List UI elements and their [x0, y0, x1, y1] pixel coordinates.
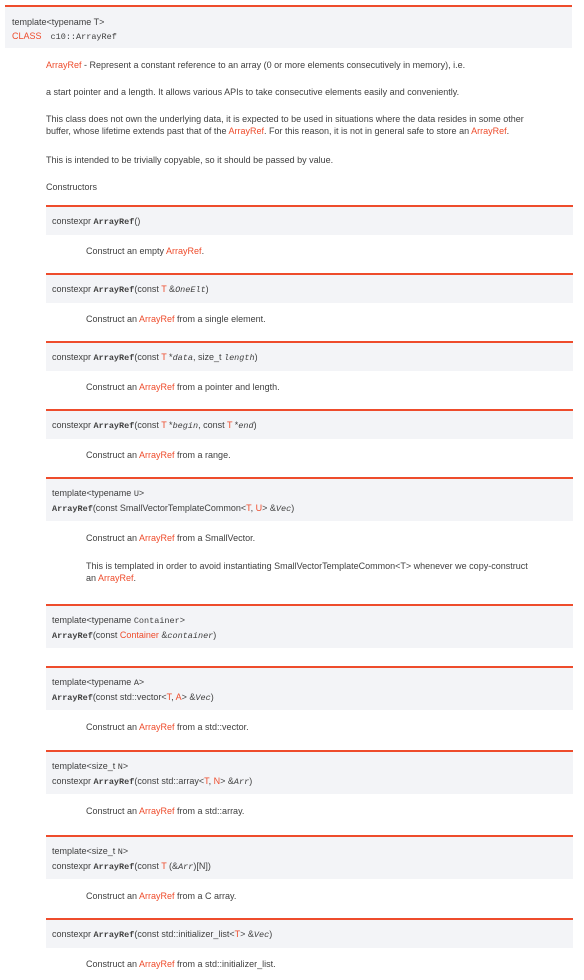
arrayref-link[interactable]: ArrayRef	[139, 382, 175, 392]
class-name-line	[12, 29, 572, 43]
constructor-description-one-elt: Construct an ArrayRef from a single element.	[86, 314, 266, 324]
arrayref-link[interactable]: ArrayRef	[139, 722, 175, 732]
constructor-signature-pointer-length: constexpr ArrayRef(const T *data, size_t length)	[46, 341, 573, 371]
constructor-description-range: Construct an ArrayRef from a range.	[86, 450, 231, 460]
constructor-signature-small-vector: template<typename U> ArrayRef(const SmallVectorTemplateCommon<T, U> &Vec)	[46, 477, 573, 521]
arrayref-link[interactable]: ArrayRef	[139, 891, 175, 901]
constructor-description-std-array: Construct an ArrayRef from a std::array.	[86, 806, 245, 816]
arrayref-link[interactable]: ArrayRef	[166, 246, 202, 256]
constructor-signature-range: constexpr ArrayRef(const T *begin, const T *end)	[46, 409, 573, 439]
arrayref-link[interactable]: ArrayRef	[471, 126, 507, 136]
constructor-description-pointer-length: Construct an ArrayRef from a pointer and length.	[86, 382, 280, 392]
description-paragraph-4: This is intended to be trivially copyable, so it should be passed by value.	[46, 155, 334, 165]
arrayref-link[interactable]: ArrayRef	[139, 314, 175, 324]
arrayref-link[interactable]: ArrayRef	[139, 959, 175, 969]
class-signature	[5, 5, 572, 48]
constructor-description-small-vector: Construct an ArrayRef from a SmallVector.	[86, 533, 256, 543]
arrayref-link[interactable]: ArrayRef	[139, 450, 175, 460]
class-name: c10::ArrayRef	[50, 32, 117, 42]
constructor-signature-std-vector: template<typename A> ArrayRef(const std::vector<T, A> &Vec)	[46, 666, 573, 710]
constructor-signature-std-array: template<size_t N> constexpr ArrayRef(const std::array<T, N> &Arr)	[46, 750, 573, 794]
constructor-description-std-vector: Construct an ArrayRef from a std::vector.	[86, 722, 249, 732]
constructor-description-c-array: Construct an ArrayRef from a C array.	[86, 891, 237, 901]
arrayref-link[interactable]: ArrayRef	[139, 806, 175, 816]
arrayref-link[interactable]: ArrayRef	[98, 573, 134, 583]
description-paragraph-2: a start pointer and a length. It allows various APIs to take consecutive elements easily and conveniently.	[46, 87, 460, 97]
section-heading-constructors: Constructors	[46, 182, 98, 192]
class-label: CLASS	[12, 31, 42, 41]
constructor-description-initializer-list: Construct an ArrayRef from a std::initializer_list.	[86, 959, 276, 969]
constructor-description-default: Construct an empty ArrayRef.	[86, 246, 205, 256]
constructor-signature-initializer-list: constexpr ArrayRef(const std::initializer_list<T> &Vec)	[46, 918, 573, 948]
class-template-line: template<typename T>	[12, 17, 105, 27]
constructor-signature-one-elt: constexpr ArrayRef(const T &OneElt)	[46, 273, 573, 303]
description-paragraph-3: This class does not own the underlying data, it is expected to be used in situations where the data resides in some other buffer, whose lifetime extends past that of the ArrayRef. For this reason, it is not in general safe to store an ArrayRef.	[46, 114, 524, 136]
arrayref-link[interactable]: ArrayRef	[139, 533, 175, 543]
constructor-note-small-vector: This is templated in order to avoid instantiating SmallVectorTemplateCommon<T> whenever we copy-construct an ArrayRef.	[86, 561, 528, 583]
constructor-signature-container: template<typename Container> ArrayRef(const Container &container)	[46, 604, 573, 648]
description-paragraph-1: ArrayRef - Represent a constant reference to an array (0 or more elements consecutively in memory), i.e.	[46, 60, 466, 70]
constructor-signature-c-array: template<size_t N> constexpr ArrayRef(const T (&Arr)[N])	[46, 835, 573, 879]
constructor-signature-default: constexpr ArrayRef()	[46, 205, 573, 235]
arrayref-link[interactable]: ArrayRef	[46, 60, 82, 70]
arrayref-link[interactable]: ArrayRef	[228, 126, 264, 136]
